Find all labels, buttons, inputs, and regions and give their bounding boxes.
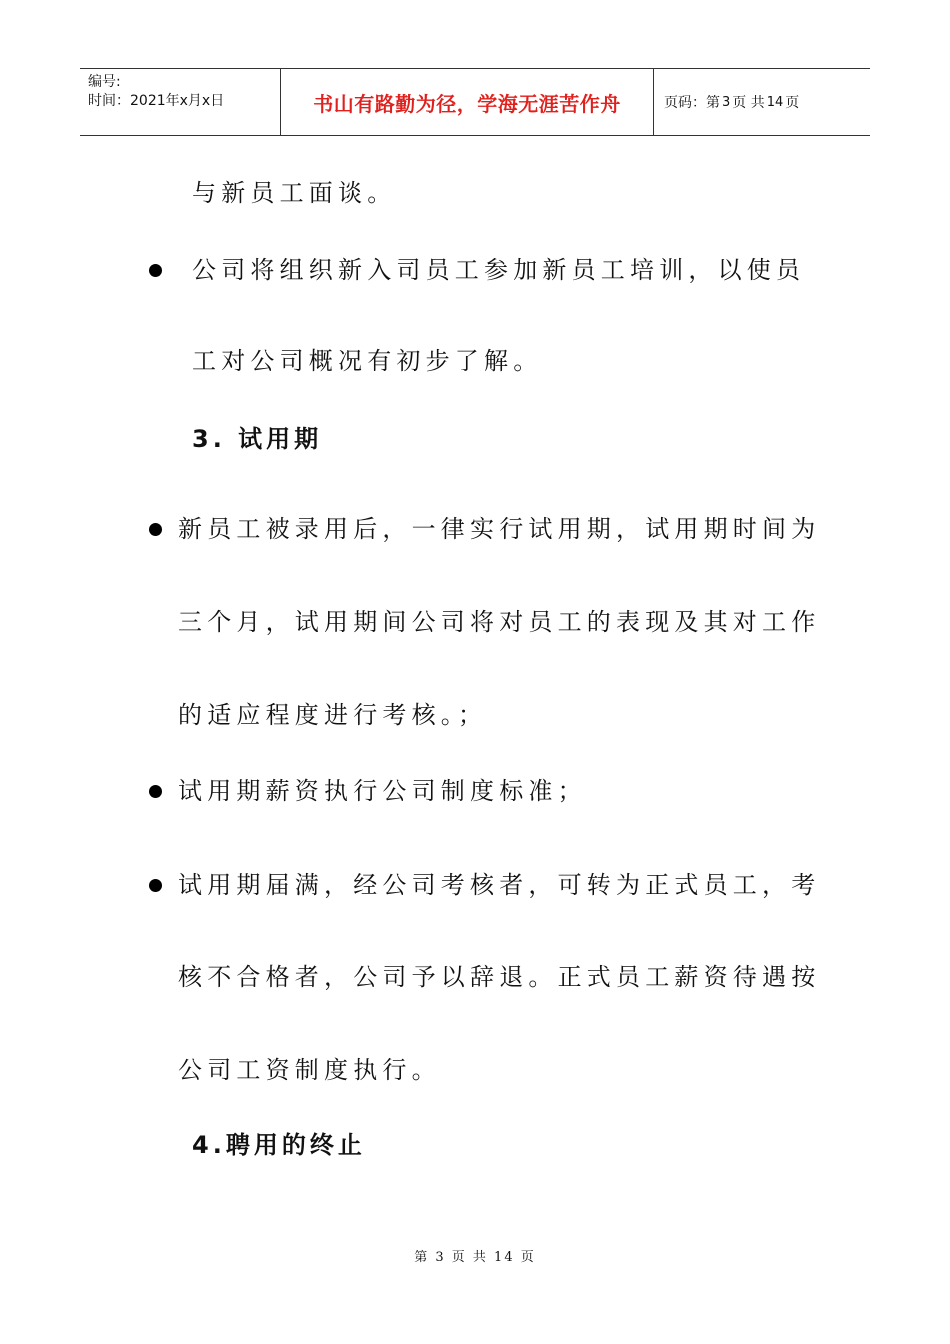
serial-label: 编号: [88, 74, 121, 90]
bullet-expiry-line-2: 核不合格者，公司予以辞退。正式员工薪资待遇按 [178, 963, 821, 991]
page-mid: 页 共 [732, 95, 765, 111]
bullet-expiry-line-3: 公司工资制度执行。 [178, 1056, 441, 1084]
bullet-training-line-2: 工对公司概况有初步了解。 [192, 347, 543, 375]
bullet-dot [149, 879, 162, 892]
bullet-probation-line-1: 新员工被录用后，一律实行试用期，试用期时间为 [178, 515, 821, 543]
page-footer: 第 3 页 共 14 页 [414, 1250, 536, 1265]
bullet-probation-line-2: 三个月，试用期间公司将对员工的表现及其对工作 [178, 608, 821, 636]
page-total: 14 [766, 94, 784, 110]
header-meta-cell [80, 69, 281, 135]
page-header [80, 68, 870, 136]
bullet-probation-line-3: 的适应程度进行考核。； [178, 701, 488, 729]
paragraph-continuation: 与新员工面谈。 [192, 179, 397, 207]
section-heading-termination: 4.聘用的终止 [192, 1131, 366, 1159]
header-page-info [654, 69, 870, 135]
bullet-training-line-1: 公司将组织新入司员工参加新员工培训，以使员 [192, 256, 806, 284]
bullet-salary-line-1: 试用期薪资执行公司制度标准； [178, 777, 587, 805]
bullet-dot [149, 785, 162, 798]
page-label: 页码：第 [664, 95, 720, 111]
time-label: 时间： [88, 93, 130, 109]
bullet-dot [149, 523, 162, 536]
bullet-dot [149, 264, 162, 277]
time-row [88, 92, 280, 111]
page-current: 3 [722, 94, 731, 110]
time-value: 2021年x月x日 [130, 93, 225, 109]
bullet-expiry-line-1: 试用期届满，经公司考核者，可转为正式员工，考 [178, 871, 821, 899]
section-heading-probation: 3. 试用期 [192, 425, 323, 453]
header-motto: 书山有路勤为径，学海无涯苦作舟 [281, 69, 654, 135]
page-end: 页 [785, 95, 800, 111]
